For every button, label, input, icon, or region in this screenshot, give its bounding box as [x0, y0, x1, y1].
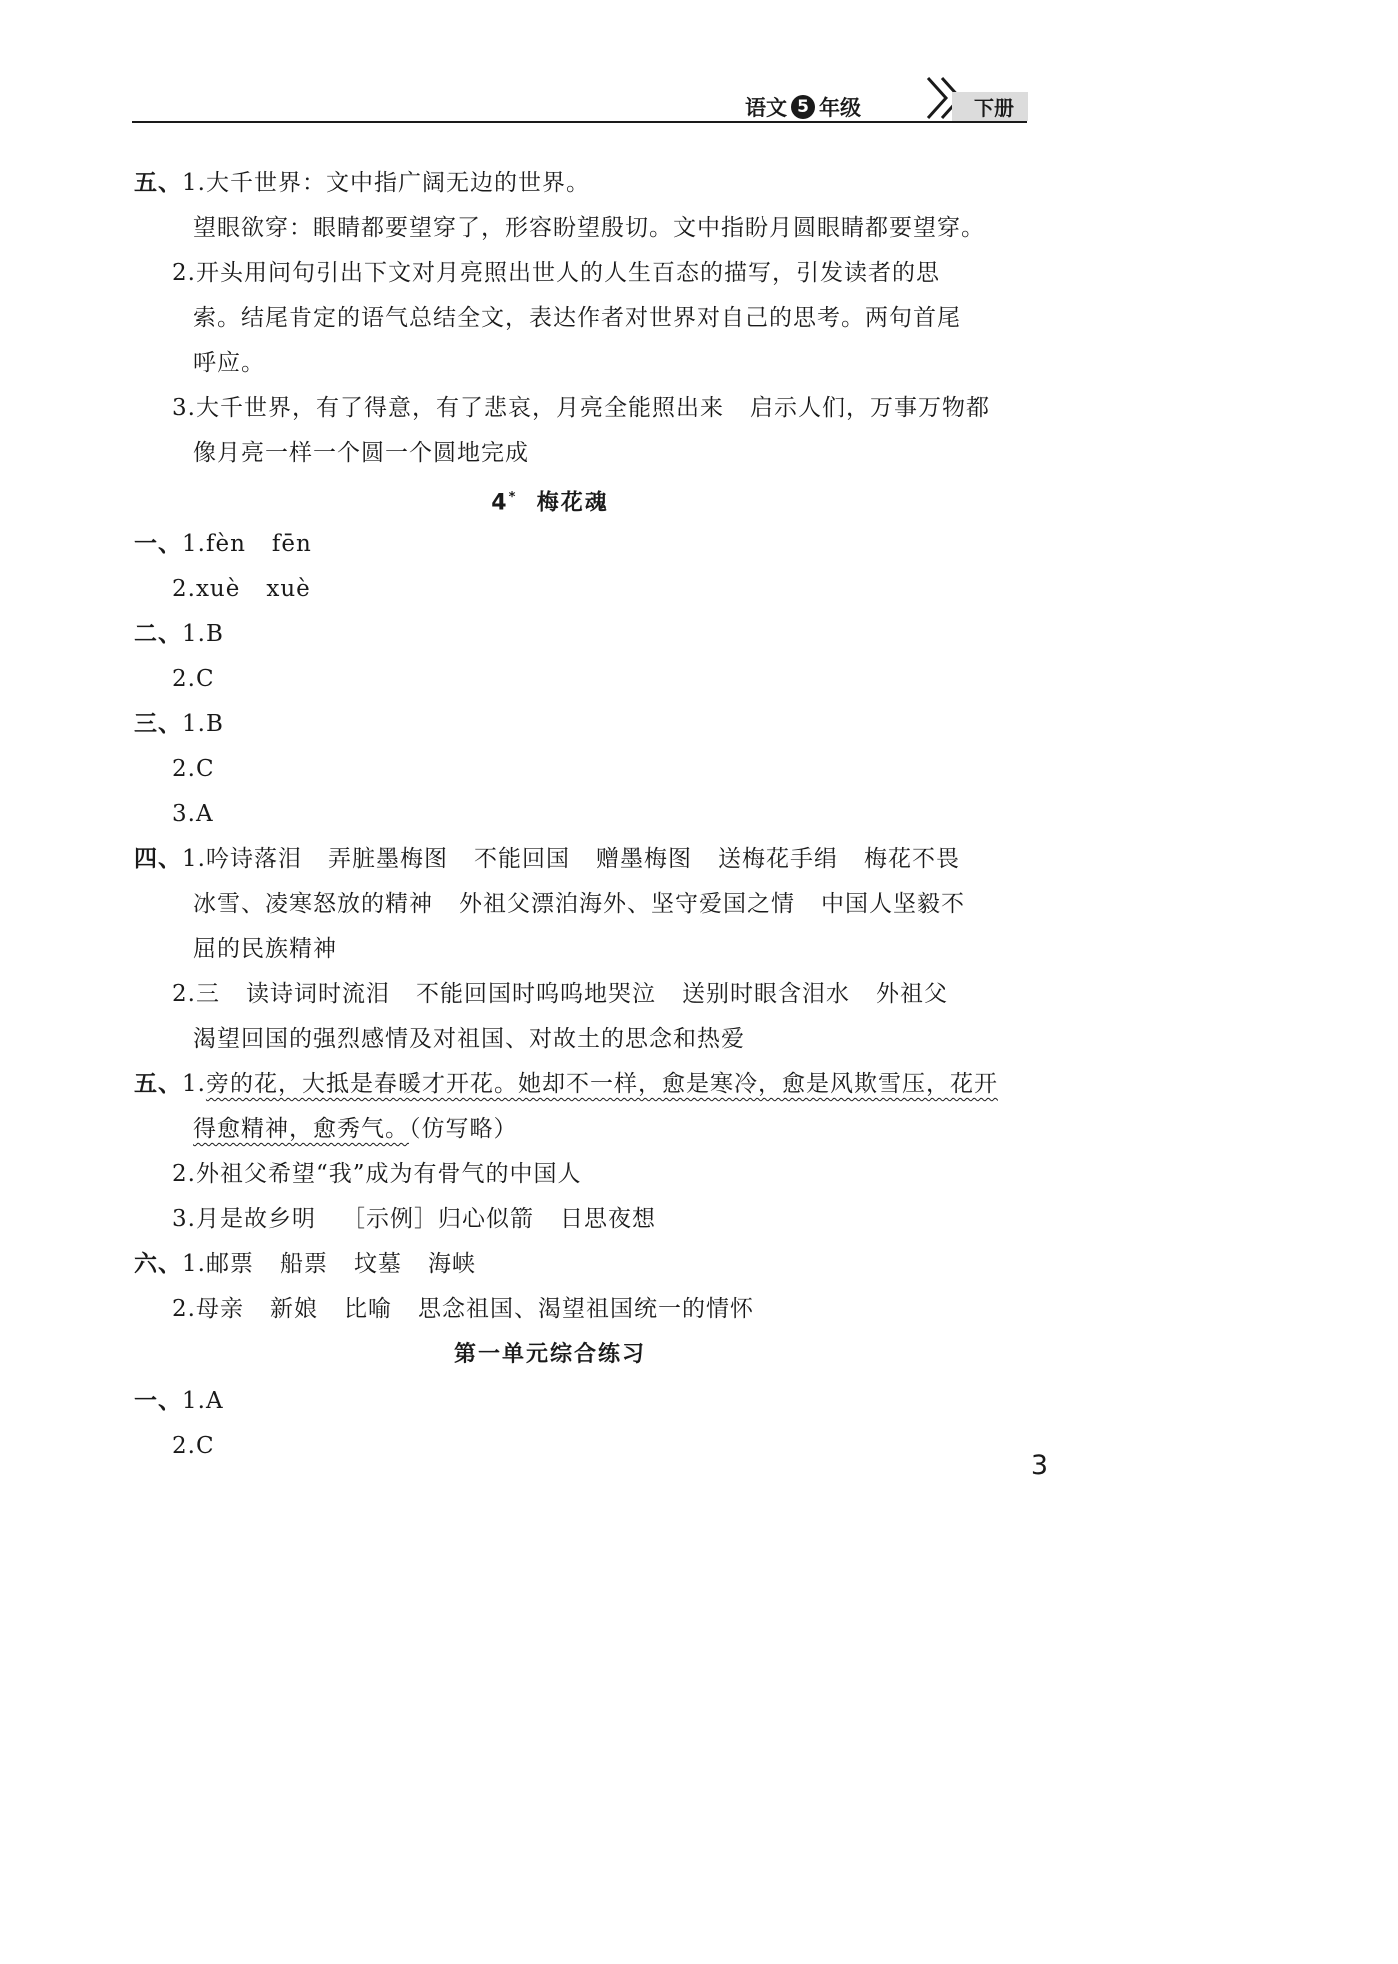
subject-label: 语文: [745, 96, 787, 120]
wavy-underlined-text: 得愈精神，愈秀气。: [193, 1116, 409, 1142]
grade-badge: 5: [791, 95, 815, 119]
question-marker: 五、: [134, 170, 182, 196]
answer-line: 2.C: [172, 1433, 215, 1459]
answer-line: 三、1.B: [134, 711, 224, 737]
answer-line: 2.C: [172, 756, 215, 782]
answer-line: 五、1.旁的花，大抵是春暖才开花。她却不一样，愈是寒冷，愈是风欺雪压，花开: [134, 1071, 998, 1097]
answer-line: 2.三 读诗词时流泪 不能回国时呜呜地哭泣 送别时眼含泪水 外祖父: [172, 981, 948, 1007]
answer-line: 呼应。: [193, 350, 265, 376]
answer-line: 3.大千世界，有了得意，有了悲哀，月亮全能照出来 启示人们，万事万物都: [172, 395, 990, 421]
answer-line: 2.母亲 新娘 比喻 思念祖国、渴望祖国统一的情怀: [172, 1296, 754, 1322]
answer-line: 一、1.A: [134, 1388, 224, 1414]
answer-line: 像月亮一样一个圆一个圆地完成: [193, 440, 529, 466]
wavy-underlined-text: 旁的花，大抵是春暖才开花。她却不一样，愈是寒冷，愈是风欺雪压，花开: [205, 1071, 998, 1097]
page-number: 3: [1030, 1450, 1048, 1481]
answer-line: 3.A: [172, 801, 214, 827]
answer-line: 2.xuè xuè: [172, 576, 311, 602]
answer-line: 得愈精神，愈秀气。（仿写略）: [193, 1116, 518, 1142]
answer-line: 2.开头用问句引出下文对月亮照出世人的人生百态的描写，引发读者的思: [172, 260, 940, 286]
grade-label: 年级: [819, 96, 861, 120]
answer-line: 五、1.大千世界：文中指广阔无边的世界。: [134, 170, 590, 196]
lesson-title: 4* 梅花魂: [491, 490, 609, 516]
header-rule: [132, 121, 1027, 123]
answer-line: 六、1.邮票 船票 坟墓 海峡: [134, 1251, 476, 1277]
answer-line: 屈的民族精神: [193, 936, 337, 962]
answer-line: 3.月是故乡明 ［示例］归心似箭 日思夜想: [172, 1206, 656, 1232]
answer-line: 索。结尾肯定的语气总结全文，表达作者对世界对自己的思考。两句首尾: [193, 305, 961, 331]
unit-title: 第一单元综合练习: [453, 1342, 646, 1367]
volume-tab: 下册: [952, 92, 1028, 121]
answer-line: 一、1.fèn fēn: [134, 531, 312, 557]
answer-line: 渴望回国的强烈感情及对祖国、对故土的思念和热爱: [193, 1026, 745, 1052]
answer-line: 二、1.B: [134, 621, 224, 647]
answer-line: 望眼欲穿：眼睛都要望穿了，形容盼望殷切。文中指盼月圆眼睛都要望穿。: [193, 215, 985, 241]
answer-line: 冰雪、凌寒怒放的精神 外祖父漂泊海外、坚守爱国之情 中国人坚毅不: [193, 891, 965, 917]
answer-line: 2.C: [172, 666, 215, 692]
answer-line: 四、1.吟诗落泪 弄脏墨梅图 不能回国 赠墨梅图 送梅花手绢 梅花不畏: [134, 846, 960, 872]
answer-line: 2.外祖父希望“我”成为有骨气的中国人: [172, 1161, 582, 1187]
